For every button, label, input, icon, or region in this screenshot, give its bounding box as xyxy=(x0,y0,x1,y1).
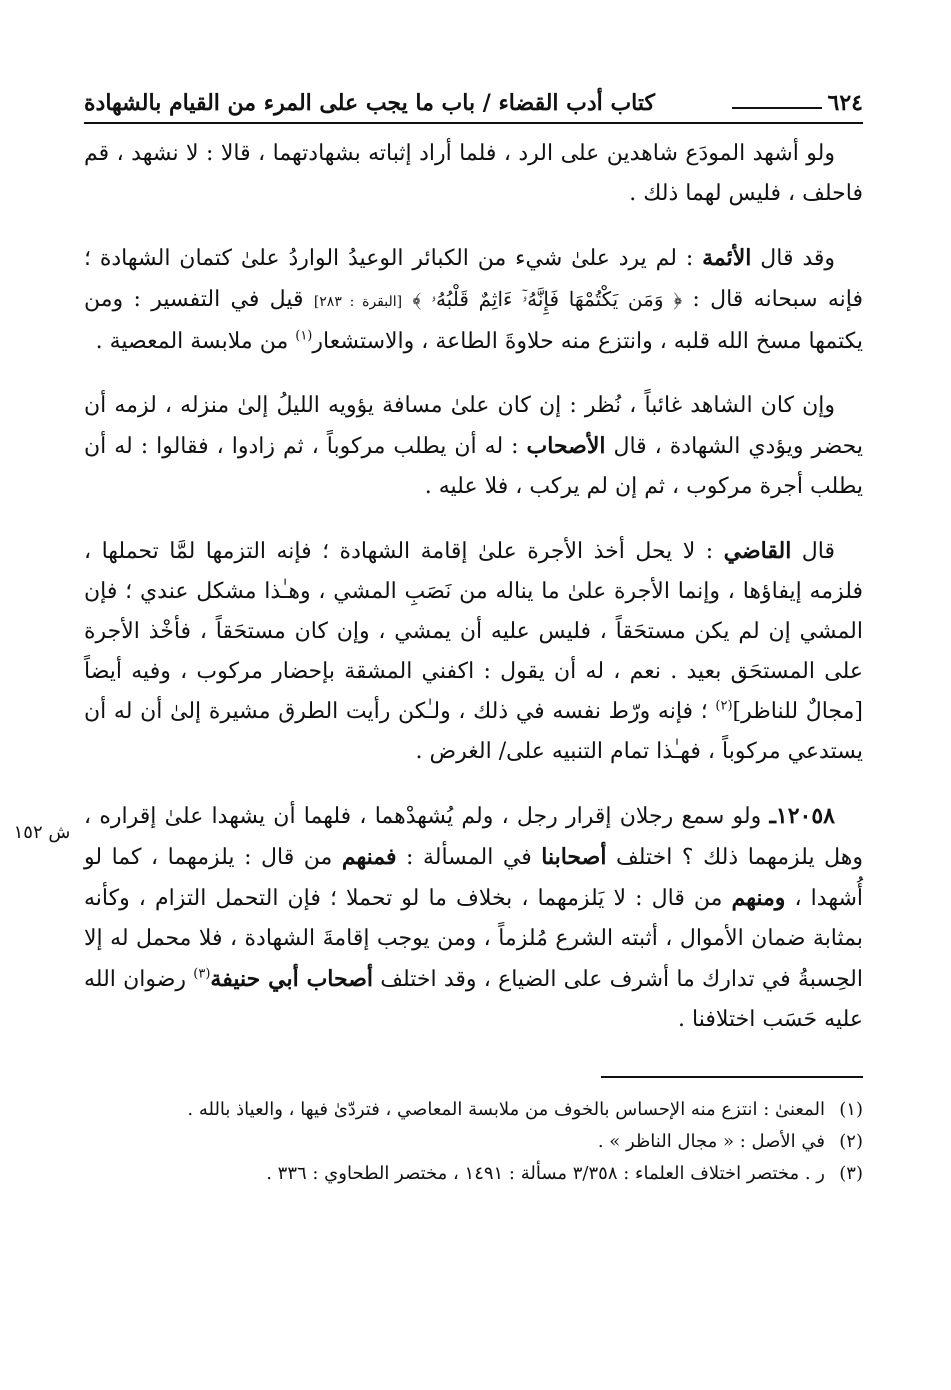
p5-text-a: ولو سمع رجلان إقرار رجل ، ولم يُشهدْهما ، فلهما أن يشهدا علىٰ إقراره ، وهل يلزمهما ذلك ؟ اختلف xyxy=(84,804,864,870)
p5-text-i: رضوان الله عليه حَسَب اختلافنا . xyxy=(84,967,863,1032)
footnote-text: ر . مختصر اختلاف العلماء : ٣/٣٥٨ مسألة : ١٤٩١ ، مختصر الطحاوي : ٣٣٦ . xyxy=(266,1163,825,1184)
p5-text-g: من قال : لا يَلزمهما ، بخلاف ما لو تحملا ؛ فإن التحمل التزام ، وكأنه بمثابة ضمان الأموال ، أثبته الشرع مُلزماً ، ومن يوجب إقامةَ الشهادة ، فلا محمل له إلا الحِسبةُ في تدارك ما أشرف على الضياع ، وقد اختلف xyxy=(84,886,863,992)
footnote-number: (١) xyxy=(839,1099,863,1120)
p3-bold-companions: الأصحاب xyxy=(526,433,606,459)
page-number: ٦٢٤ xyxy=(827,90,863,116)
quran-verse: ﴿ وَمَن يَكْتُمْهَا فَإِنَّهُۥٓ ءَاثِمٌ قَلْبُهُۥ ﴾ xyxy=(412,287,683,311)
issue-number: ١٢٠٥٨ـ xyxy=(769,803,835,829)
footnote-number: (٢) xyxy=(839,1131,863,1152)
p3-text-c: : له أن يطلب مركوباً ، ثم زادوا ، فقالوا : له أن يطلب أجرة مركوب ، ثم إن لم يركب ، فلا عليه . xyxy=(84,434,863,499)
page-body xyxy=(84,82,863,1190)
p2-text-d: قيل في التفسير : ومن يكتمها مسخ الله قلبه ، وانتزع منه حلاوةَ الطاعة ، والاستشعار xyxy=(84,287,863,354)
paragraph-2 xyxy=(84,238,863,362)
footnote-3 xyxy=(84,1158,863,1190)
footnote-2 xyxy=(84,1126,863,1158)
p4-bold-judge: القاضي xyxy=(723,538,792,564)
p2-text-e: من ملابسة المعصية . xyxy=(95,329,296,354)
running-title: كتاب أدب القضاء / باب ما يجب على المرء من القيام بالشهادة xyxy=(84,90,655,116)
verse-reference: [البقرة : ٢٨٣] xyxy=(313,294,403,310)
header-right xyxy=(726,90,863,116)
p2-text-c: : لم يرد علىٰ شيء من الكبائر الوعيدُ الواردُ علىٰ كتمان الشهادة ؛ فإنه سبحانه قال : xyxy=(84,246,863,312)
p5-bold-abu-hanifa: أصحاب أبي حنيفة xyxy=(210,966,373,992)
p4-text-c: : لا يحل أخذ الأجرة علىٰ إقامة الشهادة ؛ فإنه التزمها لمَّا تحملها ، فلزمه إيفاؤها ، وإنما الأجرة علىٰ ما يناله من نَصَبِ المشي ، وهـٰذا مشكل عندي ؛ فإن المشي إن لم يكن مستحَقاً ، فليس عليه أن يمشي ، وإن كان مستحَقاً ، فأخْذ الأجرة على المستحَق بعيد . نعم ، له أن يقول : اكفني المشقة بإحضار مركوب ، وفيه أيضاً [مجالٌ للناظر] xyxy=(84,539,863,724)
p4-text-a: قال xyxy=(791,539,835,564)
p2-bold-imams: الأئمة xyxy=(702,245,752,271)
paragraph-1: ولو أشهد المودَع شاهدين على الرد ، فلما أراد إثباته بشهادتهما ، قالا : لا نشهد ، قم فاحلف ، فليس لهما ذلك . xyxy=(84,141,863,206)
p5-bold-our-companions: أصحابنا xyxy=(541,844,607,870)
p5-bold-others: ومنهم xyxy=(731,885,786,911)
p2-text-a: وقد قال xyxy=(751,246,836,271)
p3-text-a: وإن كان الشاهد غائباً ، نُظر : إن كان علىٰ مسافة يؤويه الليلُ إلىٰ منزله ، لزمه أن يحضر ويؤدي الشهادة ، قال xyxy=(84,393,863,459)
p5-bold-some: فمنهم xyxy=(341,844,397,870)
footnotes xyxy=(84,1094,863,1190)
footnote-separator xyxy=(601,1076,863,1078)
footnote-ref-1: (١) xyxy=(295,328,313,344)
footnote-1 xyxy=(84,1094,863,1126)
page-header xyxy=(84,82,863,124)
paragraph-4 xyxy=(84,531,863,772)
footnote-ref-3: (٣) xyxy=(193,966,211,982)
footnote-ref-2: (٢) xyxy=(715,698,733,714)
margin-note: ش ١٥٢ xyxy=(13,822,71,843)
p5-text-c: في المسألة : xyxy=(396,845,542,870)
header-rule xyxy=(732,107,822,109)
footnote-text: في الأصل : « مجال الناظر » . xyxy=(597,1131,825,1152)
paragraph-5 xyxy=(84,796,863,1040)
p5-text-e: من قال : يلزمهما ، كما لو أُشهدا ، xyxy=(84,845,864,911)
p4-text-d: ؛ فإنه ورّط نفسه في ذلك ، ولـٰكن رأيت الطرق مشيرة إلىٰ أن له أن يستدعي مركوباً ، فهـٰذا تمام التنبيه على/ الغرض . xyxy=(84,699,863,764)
footnote-text: المعنىٰ : انتزع منه الإحساس بالخوف من ملابسة المعاصي ، فتردّىٰ فيها ، والعياذ بالله . xyxy=(187,1099,825,1120)
paragraph-3 xyxy=(84,386,863,507)
footnote-number: (٣) xyxy=(839,1163,863,1184)
